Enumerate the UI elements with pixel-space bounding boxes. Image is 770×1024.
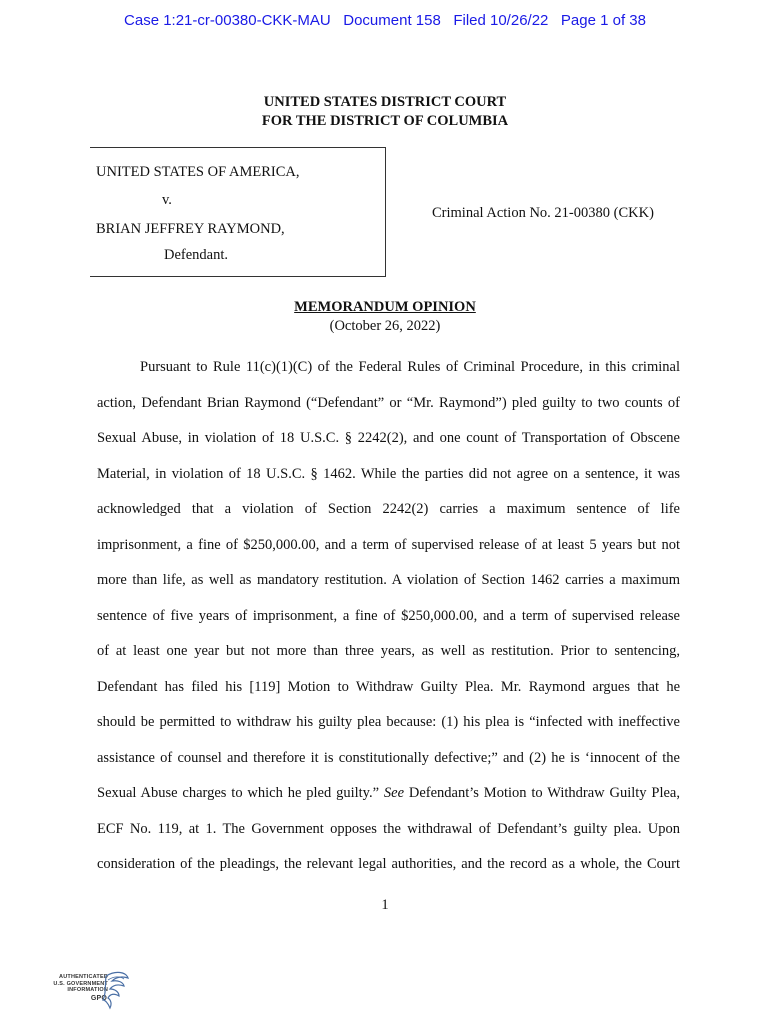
court-district: FOR THE DISTRICT OF COLUMBIA <box>261 113 509 129</box>
eagle-icon <box>102 970 130 1014</box>
body-line: more than life, as well as mandatory restitution. A violation of Section 1462 carries a maximum <box>97 572 680 588</box>
defendant-name: BRIAN JEFFREY RAYMOND, <box>96 221 285 237</box>
body-line: Sexual Abuse, in violation of 18 U.S.C. § 2242(2), and one count of Transportation of Obscene <box>97 430 680 446</box>
gpo-logo-text: AUTHENTICATED U.S. GOVERNMENT INFORMATION GPO <box>53 974 108 1002</box>
body-line: Pursuant to Rule 11(c)(1)(C) of the Federal Rules of Criminal Procedure, in this criminal <box>140 359 680 375</box>
opinion-body <box>97 356 680 889</box>
memorandum-title: MEMORANDUM OPINION <box>294 299 476 315</box>
body-line: assistance of counsel and therefore it is constitutionally defective;” and (2) he is ‘innocent of the <box>97 749 680 766</box>
page-number: 1 <box>381 897 389 913</box>
body-line: of at least one year but not more than three years, as well as restitution. Prior to sentencing, <box>97 643 680 659</box>
body-line: action, Defendant Brian Raymond (“Defendant” or “Mr. Raymond”) pled guilty to two counts of <box>97 394 680 411</box>
versus-label: v. <box>162 192 172 208</box>
plaintiff-name: UNITED STATES OF AMERICA, <box>96 164 300 180</box>
body-line: sentence of five years of imprisonment, a fine of $250,000.00, and a term of supervised release <box>97 607 680 624</box>
gpo-authentication-logo <box>44 970 134 1014</box>
memorandum-date: (October 26, 2022) <box>329 318 441 334</box>
defendant-role: Defendant. <box>164 247 229 263</box>
court-heading <box>0 93 770 131</box>
court-name: UNITED STATES DISTRICT COURT <box>263 94 507 110</box>
body-line: acknowledged that a violation of Section 2242(2) carries a maximum sentence of life <box>97 501 680 517</box>
body-line: imprisonment, a fine of $250,000.00, and a term of supervised release of at least 5 years but not <box>97 536 680 553</box>
body-line: Sexual Abuse charges to which he pled guilty.” See Defendant’s Motion to Withdraw Guilty Plea, <box>97 785 680 801</box>
case-header-stamp: Case 1:21-cr-00380-CKK-MAU Document 158 Filed 10/26/22 Page 1 of 38 <box>124 12 646 29</box>
body-line: Material, in violation of 18 U.S.C. § 1462. While the parties did not agree on a sentence, it was <box>97 465 680 482</box>
criminal-action-number: Criminal Action No. 21-00380 (CKK) <box>432 205 654 221</box>
body-line: consideration of the pleadings, the relevant legal authorities, and the record as a whole, the Court <box>97 856 680 872</box>
case-caption-box <box>90 147 386 277</box>
body-line: ECF No. 119, at 1. The Government opposes the withdrawal of Defendant’s guilty plea. Upon <box>97 820 680 837</box>
body-line: Defendant has filed his [119] Motion to Withdraw Guilty Plea. Mr. Raymond argues that he <box>97 678 680 695</box>
body-line: should be permitted to withdraw his guilty plea because: (1) his plea is “infected with ineffective <box>97 714 680 730</box>
